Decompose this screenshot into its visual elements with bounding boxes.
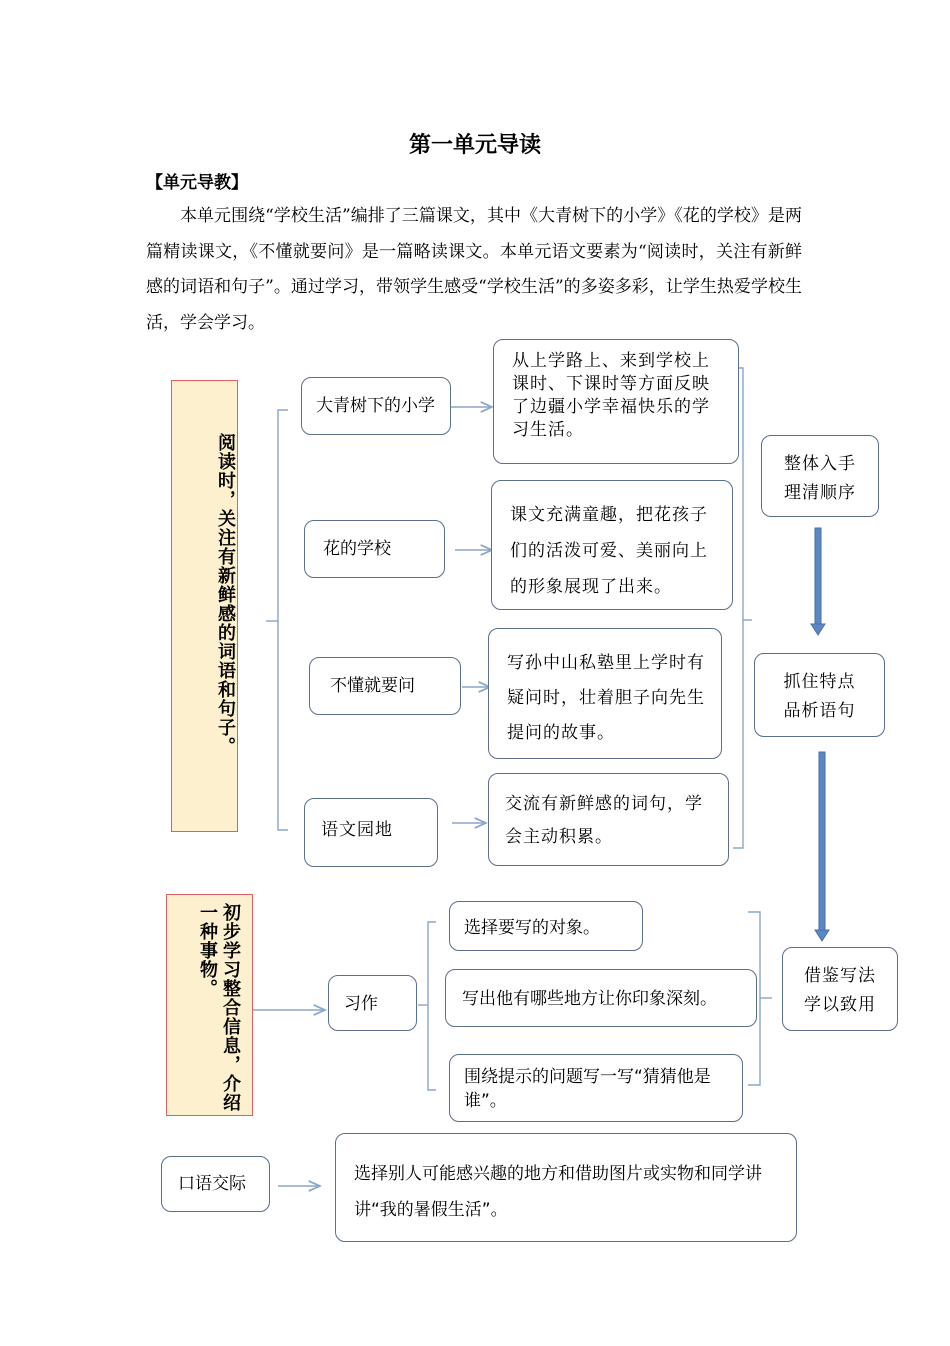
oral-title: 口语交际	[178, 1174, 246, 1194]
method-text: 整体入手理清顺序	[784, 454, 856, 503]
writing-step: 选择要写的对象。	[464, 918, 600, 938]
lesson-title: 语文园地	[321, 820, 393, 840]
lesson-desc: 从上学路上、来到学校上课时、下课时等方面反映了边疆小学幸福快乐的学习生活。	[512, 351, 710, 440]
oral-desc: 选择别人可能感兴趣的地方和借助图片或实物和同学讲讲“我的暑假生活”。	[354, 1164, 762, 1220]
method-text: 借鉴写法学以致用	[804, 966, 876, 1015]
lesson-box	[304, 520, 445, 578]
lesson-desc: 写孙中山私塾里上学时有疑问时，壮着胆子向先生提问的故事。	[507, 653, 705, 743]
method-box	[782, 947, 898, 1031]
lesson-box	[309, 657, 461, 715]
writing-element-box	[166, 894, 253, 1116]
lesson-box	[301, 377, 451, 435]
lesson-box	[304, 798, 438, 867]
writing-step-box	[449, 901, 643, 951]
method-box	[754, 653, 885, 737]
writing-step: 写出他有哪些地方让你印象深刻。	[462, 989, 717, 1009]
method-box	[761, 435, 879, 517]
reading-element-box	[171, 380, 238, 832]
lesson-desc: 交流有新鲜感的词句，学会主动积累。	[505, 794, 703, 847]
section-label: 【单元导教】	[146, 173, 248, 193]
lesson-desc-box	[488, 773, 729, 866]
lesson-desc-box	[488, 628, 722, 759]
writing-step-box	[445, 969, 757, 1027]
reading-element-text: 阅读时，关注有新鲜感的词语和句子。	[215, 433, 236, 756]
writing-step: 围绕提示的问题写一写“猜猜他是谁”。	[464, 1067, 711, 1111]
intro-paragraph: 本单元围绕“学校生活”编排了三篇课文，其中《大青树下的小学》《花的学校》是两篇精读课文，《不懂就要问》是一篇略读课文。本单元语文要素为“阅读时，关注有新鲜感的词语和句子”。通过学习，带领学生感受“学校生活”的多姿多彩，让学生热爱学校生活，学会学习。	[146, 206, 802, 333]
oral-box	[161, 1156, 270, 1212]
writing-step-box	[449, 1054, 743, 1122]
lesson-title: 不懂就要问	[330, 676, 415, 696]
method-text: 抓住特点品析语句	[783, 672, 856, 721]
writing-box	[328, 975, 417, 1031]
oral-desc-box	[335, 1133, 797, 1242]
lesson-desc-box	[491, 480, 733, 610]
lesson-title: 大青树下的小学	[316, 396, 435, 416]
lesson-desc-box	[493, 339, 739, 464]
writing-title: 习作	[344, 994, 378, 1014]
lesson-title: 花的学校	[323, 539, 391, 559]
page-title: 第一单元导读	[408, 133, 541, 158]
writing-element-text: 初步学习整合信息，介绍一种事物。	[197, 903, 241, 1112]
lesson-desc: 课文充满童趣，把花孩子们的活泼可爱、美丽向上的形象展现了出来。	[510, 505, 708, 597]
